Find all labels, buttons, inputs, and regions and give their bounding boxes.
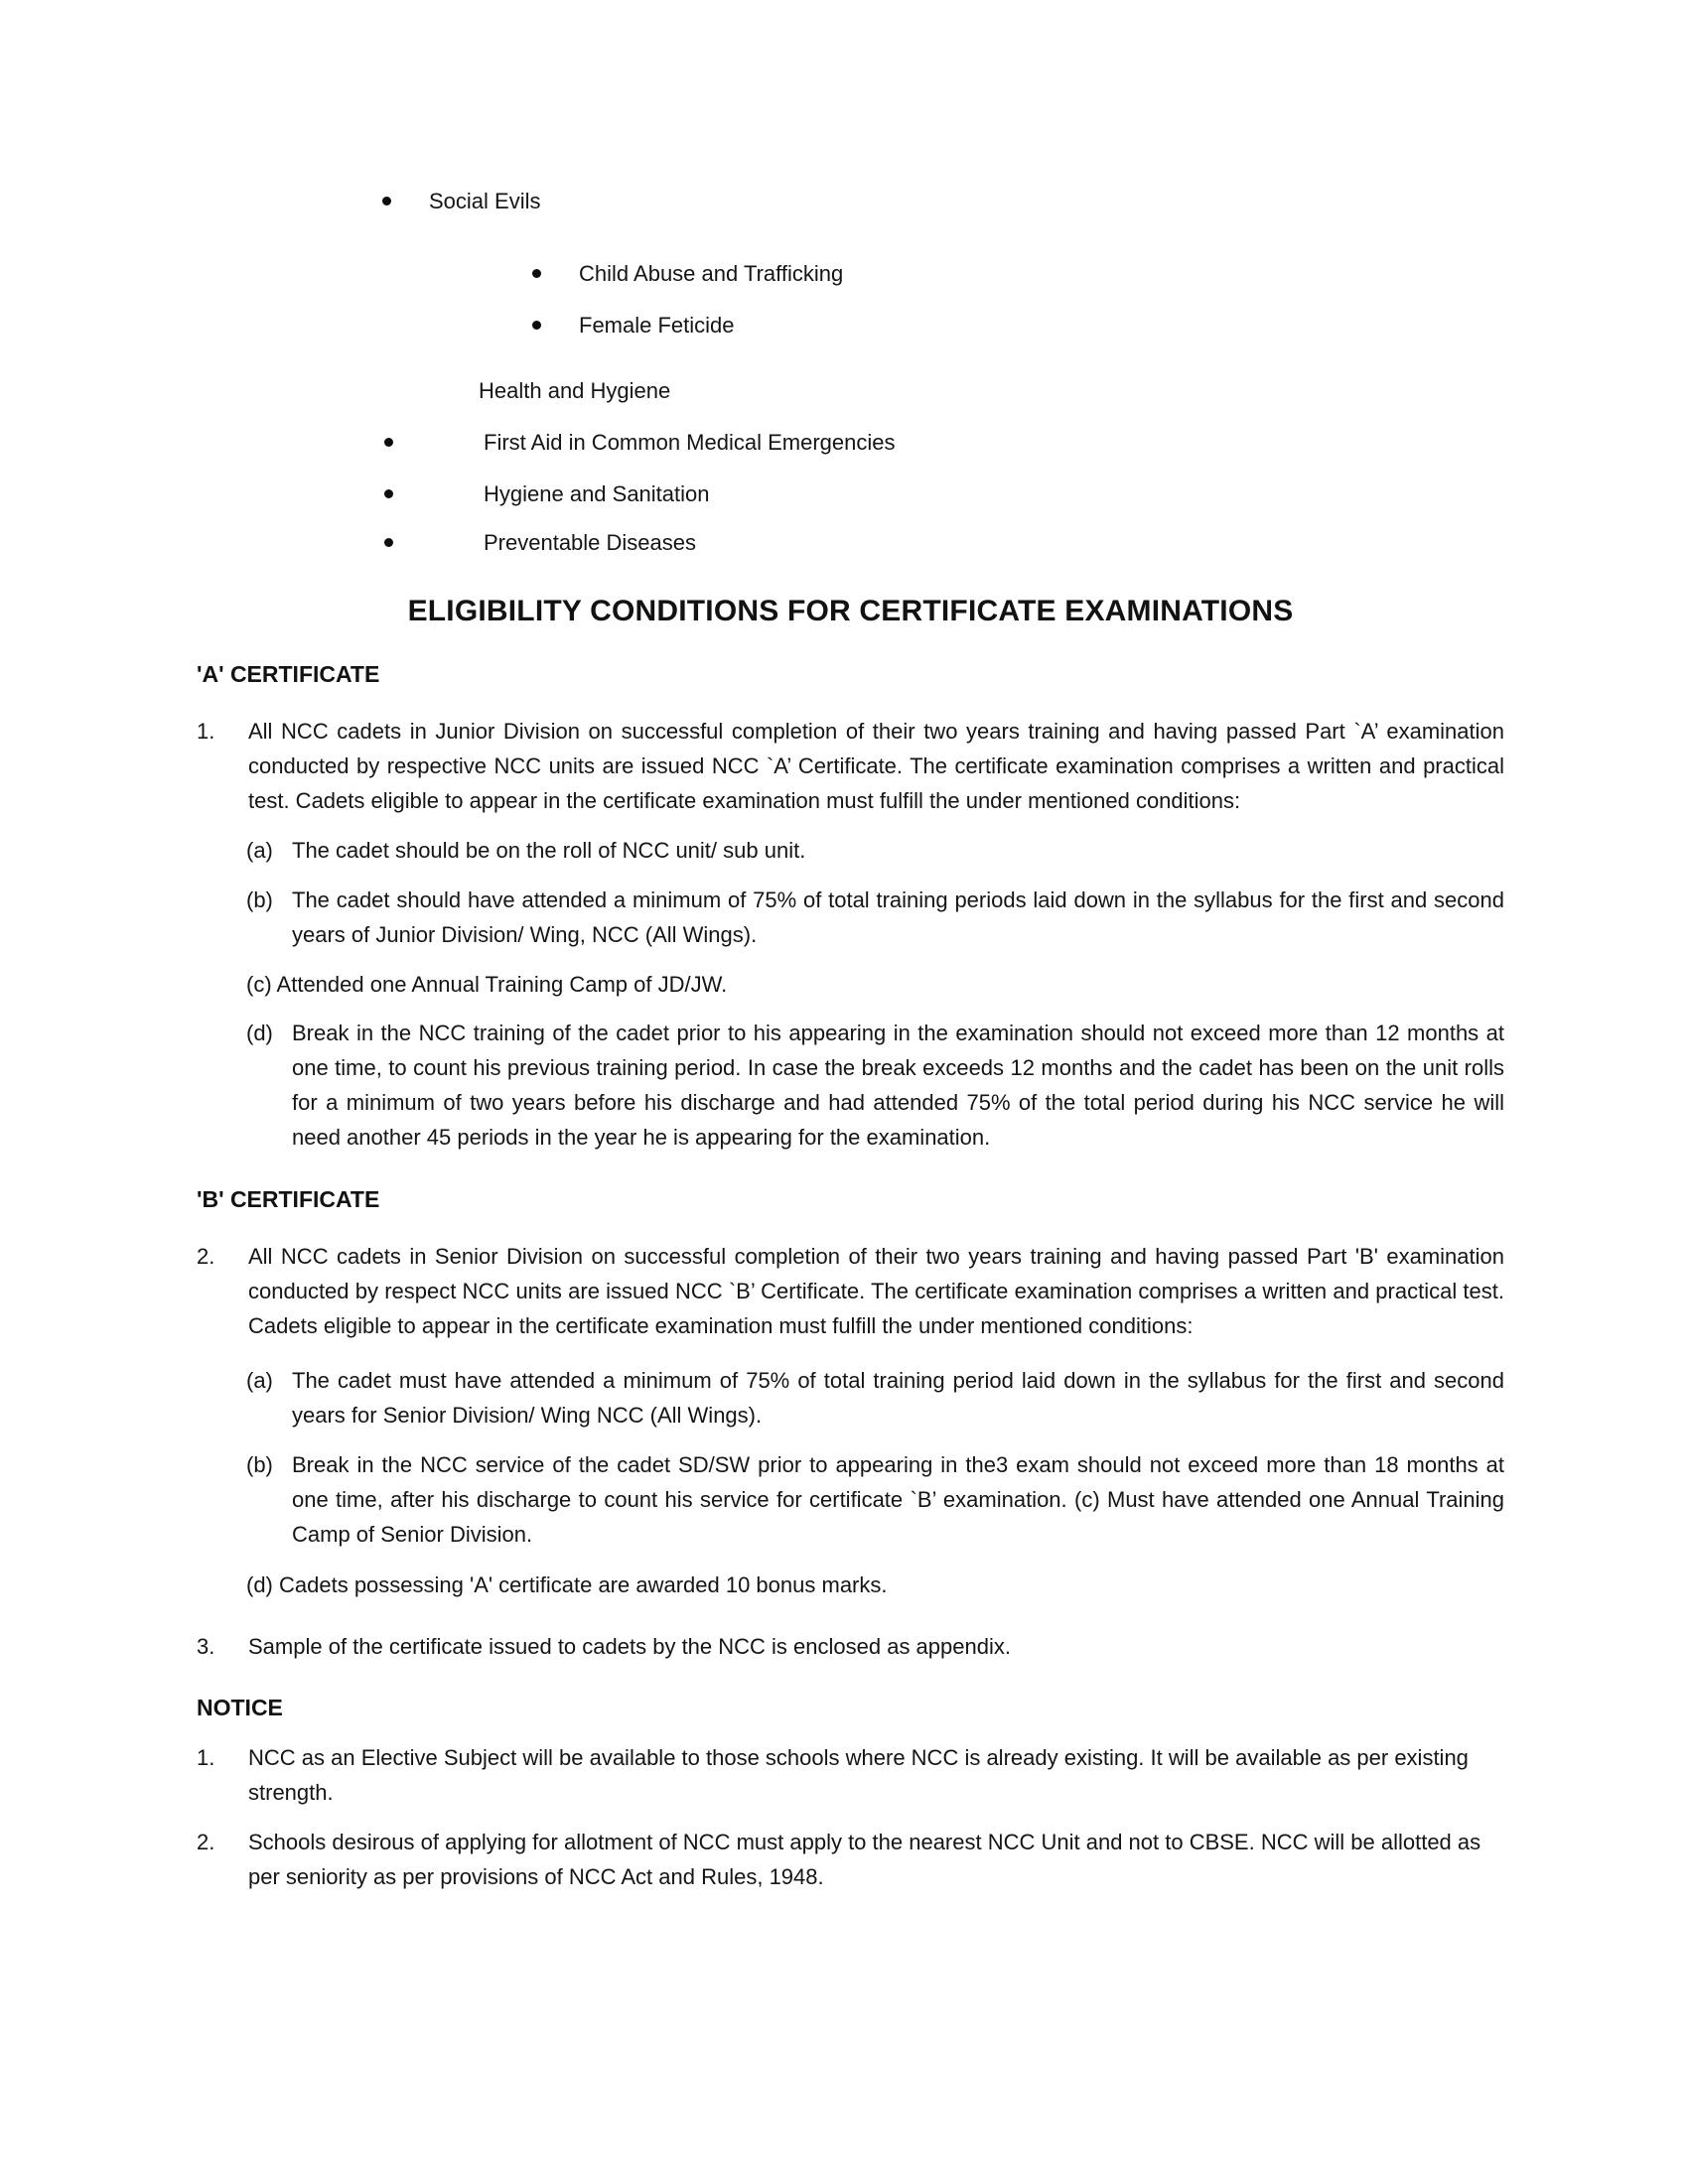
bullet-icon [532, 269, 541, 278]
item-number: 3. [197, 1634, 215, 1659]
list-item-label: Preventable Diseases [484, 530, 697, 555]
notice-item-1 [197, 1740, 1504, 1810]
sub-item-c: (c) Attended one Annual Training Camp of JD/JW. [246, 972, 728, 997]
sub-item-text: The cadet should have attended a minimum of 75% of total training periods laid down in the syllabus for the first and second years of Junior Division/ Wing, NCC (All Wings). [292, 887, 1504, 947]
bullet-icon [384, 538, 393, 547]
sub-item-d: (d) Cadets possessing 'A' certificate are awarded 10 bonus marks. [246, 1572, 888, 1597]
sub-item-b [246, 1447, 1504, 1552]
list-item-label: First Aid in Common Medical Emergencies [484, 430, 896, 455]
sub-item-text: The cadet should be on the roll of NCC unit/ sub unit. [292, 838, 806, 863]
list-item [384, 425, 1504, 460]
item-text: Sample of the certificate issued to cadets by the NCC is enclosed as appendix. [248, 1634, 1011, 1659]
sub-item-text: Break in the NCC training of the cadet prior to his appearing in the examination should not exceed more than 12 months at one time, to count his previous training period. In case the break exceeds 12 months and the cadet has been on the unit rolls for a minimum of two years before his discharge and had attended 75% of the total period during his NCC service he will need another 45 periods in the year he is appearing for the examination. [292, 1021, 1504, 1150]
sub-item-d [246, 1016, 1504, 1155]
notice-item-2 [197, 1825, 1504, 1894]
bullet-icon [532, 321, 541, 330]
bullet-icon [384, 438, 393, 447]
sub-item-marker: (a) [246, 838, 273, 863]
sub-item-text: Break in the NCC service of the cadet SD/SW prior to appearing in the3 exam should not exceed more than 18 months at one time, after his discharge to count his service for certificate `B’ examination. (c) Must have attended one Annual Training Camp of Senior Division. [292, 1452, 1504, 1547]
item-text: All NCC cadets in Junior Division on successful completion of their two years training and having passed Part `A’ examination conducted by respective NCC units are issued NCC `A’ Certificate. The certificate examination comprises a written and practical test. Cadets eligible to appear in the certificate examination must fulfill the under mentioned conditions: [248, 719, 1504, 813]
item-number: 1. [197, 1745, 215, 1770]
sub-item-text: The cadet must have attended a minimum of 75% of total training period laid down in the syllabus for the first and second years for Senior Division/ Wing NCC (All Wings). [292, 1368, 1504, 1428]
sub-item-a [246, 833, 1504, 868]
sub-item-marker: (b) [246, 1452, 273, 1477]
numbered-item-2 [197, 1239, 1504, 1343]
item-text: Schools desirous of applying for allotment of NCC must apply to the nearest NCC Unit and not to CBSE. NCC will be allotted as per seniority as per provisions of NCC Act and Rules, 1948. [248, 1830, 1481, 1889]
list-item-label: Child Abuse and Trafficking [579, 261, 844, 286]
sub-item-a [246, 1363, 1504, 1433]
list-item-label: Female Feticide [579, 313, 735, 338]
list-item [479, 373, 1504, 408]
item-text: NCC as an Elective Subject will be available to those schools where NCC is already existing. It will be available as per existing strength. [248, 1745, 1469, 1805]
list-item [532, 308, 1504, 342]
list-item [384, 525, 1504, 560]
list-item-label: Health and Hygiene [479, 378, 671, 403]
bullet-icon [384, 489, 393, 498]
list-item-label: Social Evils [429, 189, 541, 213]
section-a-title: 'A' CERTIFICATE [197, 661, 380, 687]
item-number: 2. [197, 1830, 215, 1854]
list-item [532, 256, 1504, 291]
sub-item-marker: (b) [246, 887, 273, 912]
notice-title: NOTICE [197, 1695, 283, 1720]
page-title: ELIGIBILITY CONDITIONS FOR CERTIFICATE EXAMINATIONS [407, 595, 1294, 627]
item-text: All NCC cadets in Senior Division on successful completion of their two years training and having passed Part 'B' examination conducted by respect NCC units are issued NCC `B’ Certificate. The certificate examination comprises a written and practical test. Cadets eligible to appear in the certificate examination must fulfill the under mentioned conditions: [248, 1244, 1504, 1338]
section-b-title: 'B' CERTIFICATE [197, 1186, 380, 1212]
bullet-icon [382, 197, 391, 205]
numbered-item-3 [197, 1629, 1504, 1664]
item-number: 1. [197, 719, 215, 744]
list-item-label: Hygiene and Sanitation [484, 481, 710, 506]
sub-item-marker: (d) [246, 1021, 273, 1045]
sub-item-b [246, 883, 1504, 952]
sub-item-marker: (a) [246, 1368, 273, 1393]
numbered-item-1 [197, 714, 1504, 818]
list-item [384, 477, 1504, 511]
list-item [382, 184, 1504, 218]
item-number: 2. [197, 1244, 215, 1269]
syllabus-topic-list [197, 184, 1504, 560]
